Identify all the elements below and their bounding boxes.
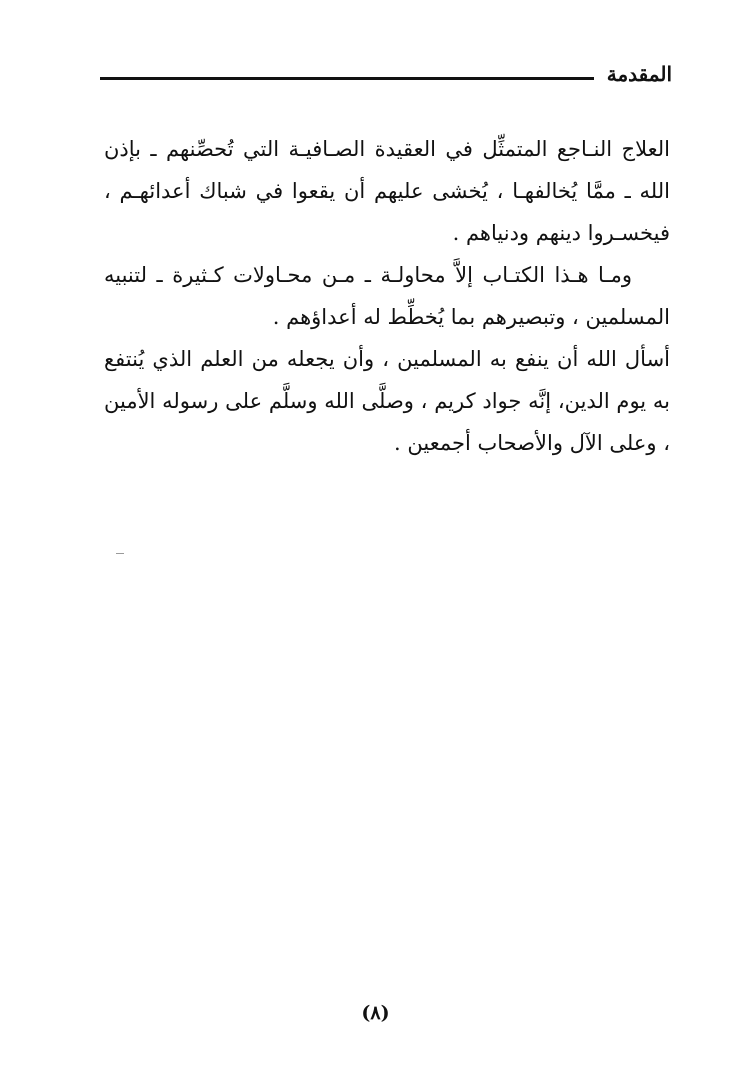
running-header-title: المقدمة [606, 62, 672, 86]
header-rule [100, 77, 594, 80]
body-text [104, 128, 670, 464]
paragraph-2: ومـا هـذا الكتـاب إلاَّ محاولـة ـ مـن محـاولات كـثيرة ـ لتنبيه المسلمين ، وتبصيرهم بما يُخطِّط له أعداؤهم . [104, 263, 670, 329]
paragraph-1: العلاج النـاجع المتمثِّل في العقيدة الصـافيـة التي تُحصِّنهم ـ بإذن الله ـ ممَّا يُخالفهـا ، يُخشى عليهم أن يقعوا في شباك أعدائهـم ، فيخسـروا دينهم ودنياهم . [104, 137, 670, 245]
running-header [100, 60, 672, 90]
paragraph-3: أسأل الله أن ينفع به المسلمين ، وأن يجعله من العلم الذي يُنتفع به يوم الدين، إنَّه جواد كريم ، وصلَّى الله وسلَّم على رسوله الأمين ، وعلى الآل والأصحاب أجمعين . [104, 347, 670, 455]
page-number: (٨) [361, 1002, 390, 1024]
stray-mark [116, 553, 124, 554]
